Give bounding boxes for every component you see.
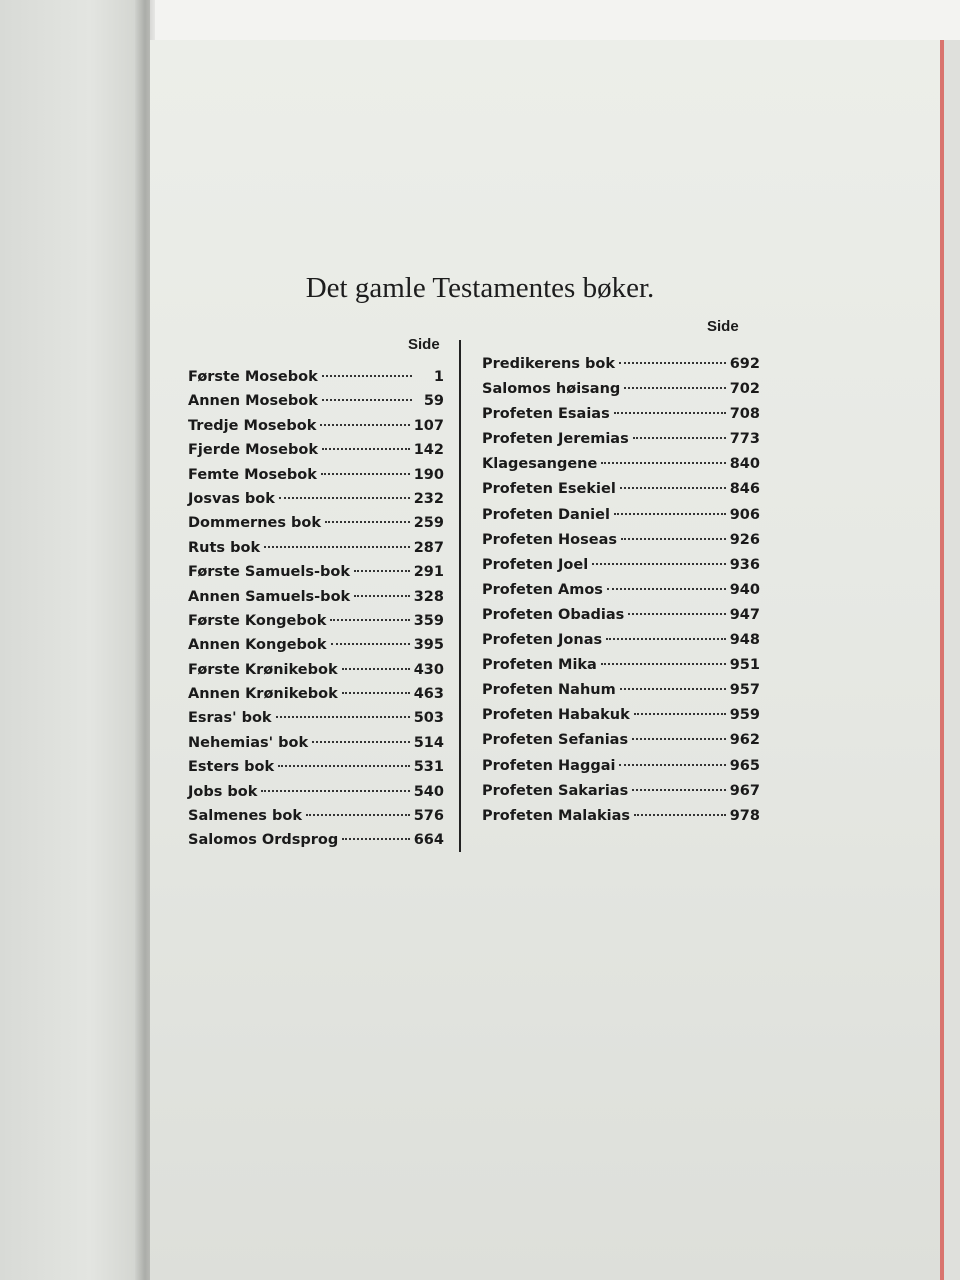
contents-entry [188,808,444,832]
page-number: 702 [729,381,760,398]
page-number: 291 [413,564,444,581]
page-number: 692 [729,356,760,372]
dot-leader [632,738,726,740]
dot-leader [264,546,410,548]
dot-leader [606,638,726,640]
dot-leader [592,563,726,565]
book-name: Tredje Mosebok [188,417,317,434]
book-name: Profeten Nahum [482,682,616,699]
dot-leader [330,619,409,621]
book-name: Ruts bok [188,539,261,556]
book-name: Profeten Sakarias [482,782,629,799]
contents-entry [188,491,444,515]
contents-entry [188,442,444,466]
dot-leader [261,790,409,792]
book-name: Esras' bok [188,710,272,727]
page-number: 773 [729,431,760,448]
page-number: 926 [729,531,760,548]
book-name: Josvas bok [188,490,275,507]
contents-entry [482,406,760,431]
contents-entry [188,759,444,783]
left-side-header: Side [408,336,440,353]
dot-leader [312,741,410,743]
book-name: Profeten Amos [482,581,603,598]
page-title: Det gamle Testamentes bøker. [305,272,655,304]
dot-leader [342,692,410,694]
contents-entry [482,607,760,632]
dot-leader [342,838,409,840]
dot-leader [620,487,726,489]
book-name: Salomos høisang [482,381,621,398]
contents-entry [482,507,760,532]
book-name: Profeten Daniel [482,506,610,523]
contents-entry [188,613,444,637]
book-name: Annen Mosebok [188,393,318,410]
book-name: Profeten Esekiel [482,481,616,498]
page-number: 531 [413,759,444,776]
page-number: 503 [413,710,444,727]
contents-entry [188,589,444,613]
dot-leader [620,688,726,690]
contents-entry [188,710,444,734]
page-number: 540 [413,783,444,800]
book-name: Klagesangene [482,456,598,473]
dot-leader [354,595,410,597]
dot-leader [325,521,410,523]
book-name: Nehemias' bok [188,734,309,751]
page-number: 947 [729,606,760,623]
dot-leader [342,668,410,670]
dot-leader [619,362,726,364]
dot-leader [619,764,725,766]
page-number: 576 [413,808,444,825]
page-number: 708 [729,406,760,423]
book-name: Første Samuels-bok [188,564,350,581]
book-name: Profeten Malakias [482,807,631,824]
dot-leader [634,713,726,715]
book-name: Profeten Hoseas [482,531,617,548]
page-number: 107 [413,417,444,434]
right-contents-list [482,356,760,833]
dot-leader [321,473,410,475]
page-number: 190 [413,466,444,483]
book-name: Første Mosebok [188,369,318,385]
dot-leader [276,716,410,718]
page-number: 514 [413,734,444,751]
contents-entry [482,808,760,833]
right-side-header: Side [707,318,739,335]
dot-leader [331,643,410,645]
dot-leader [624,387,725,389]
contents-entry [482,356,760,381]
page-number: 906 [729,506,760,523]
book-name: Salmenes bok [188,808,302,825]
page-number: 259 [413,515,444,532]
dot-leader [322,375,412,377]
book-name: Annen Kongebok [188,637,327,654]
page-number: 936 [729,556,760,573]
dot-leader [601,462,725,464]
dot-leader [633,437,726,439]
dot-leader [278,765,410,767]
page-number: 463 [413,686,444,703]
contents-entry [482,732,760,757]
page-number: 962 [729,732,760,749]
contents-entry [482,582,760,607]
dot-leader [279,497,410,499]
page-number: 948 [729,632,760,649]
book-name: Predikerens bok [482,356,616,372]
book-name: Første Kongebok [188,612,327,629]
contents-entry [188,393,444,417]
dot-leader [614,412,726,414]
dot-leader [354,570,410,572]
book-name: Profeten Habakuk [482,707,630,724]
contents-entry [188,832,444,856]
book-name: Profeten Haggai [482,757,616,774]
contents-entry [188,467,444,491]
book-name: Profeten Jonas [482,632,603,649]
dot-leader [632,789,726,791]
book-name: Profeten Joel [482,556,589,573]
book-name: Profeten Obadias [482,606,625,623]
contents-entry [482,758,760,783]
page-number: 328 [413,588,444,605]
page-number: 957 [729,682,760,699]
contents-entry [188,369,444,393]
contents-entry [482,707,760,732]
page-number: 664 [413,832,444,849]
contents-entry [188,564,444,588]
page-number: 940 [729,581,760,598]
page-number: 287 [413,539,444,556]
left-page [0,0,150,1280]
dot-leader [306,814,410,816]
page-number: 840 [729,456,760,473]
contents-entry [188,637,444,661]
dot-leader [621,538,726,540]
book-name: Annen Samuels-bok [188,588,351,605]
page-number: 978 [729,807,760,824]
contents-entry [188,784,444,808]
contents-entry [188,662,444,686]
contents-entry [482,783,760,808]
contents-entry [188,540,444,564]
book-name: Profeten Mika [482,657,597,674]
dot-leader [320,424,409,426]
page-number: 359 [413,612,444,629]
left-contents-list [188,369,444,857]
page-number: 951 [729,657,760,674]
page-number: 142 [413,442,444,459]
book-name: Jobs bok [188,783,258,800]
page-number: 430 [413,661,444,678]
contents-entry [482,632,760,657]
contents-entry [482,481,760,506]
contents-entry [482,557,760,582]
book-name: Dommernes bok [188,515,322,532]
dot-leader [322,448,410,450]
book-name: Profeten Jeremias [482,431,629,448]
contents-entry [482,381,760,406]
contents-entry [188,735,444,759]
dot-leader [614,513,726,515]
page-number: 967 [729,782,760,799]
page-number: 1 [433,369,444,385]
background [150,0,960,40]
contents-entry [482,532,760,557]
contents-entry [482,456,760,481]
contents-entry [188,686,444,710]
book-name: Femte Mosebok [188,466,317,483]
dot-leader [601,663,726,665]
page-number: 232 [413,490,444,507]
contents-entry [482,682,760,707]
contents-entry [482,657,760,682]
book-name: Profeten Esaias [482,406,610,423]
dot-leader [628,613,725,615]
page-number: 395 [413,637,444,654]
book-name: Profeten Sefanias [482,732,629,749]
contents-entry [188,515,444,539]
page-number: 846 [729,481,760,498]
book-name: Første Krønikebok [188,661,338,678]
dot-leader [634,814,726,816]
dot-leader [322,399,412,401]
contents-entry [188,418,444,442]
page-number: 59 [423,393,444,410]
column-divider [459,340,461,852]
book-name: Annen Krønikebok [188,686,338,703]
book-name: Fjerde Mosebok [188,442,318,459]
page-number: 965 [729,757,760,774]
book-name: Esters bok [188,759,275,776]
contents-entry [482,431,760,456]
book-name: Salomos Ordsprog [188,832,339,849]
page-number: 959 [729,707,760,724]
dot-leader [607,588,726,590]
